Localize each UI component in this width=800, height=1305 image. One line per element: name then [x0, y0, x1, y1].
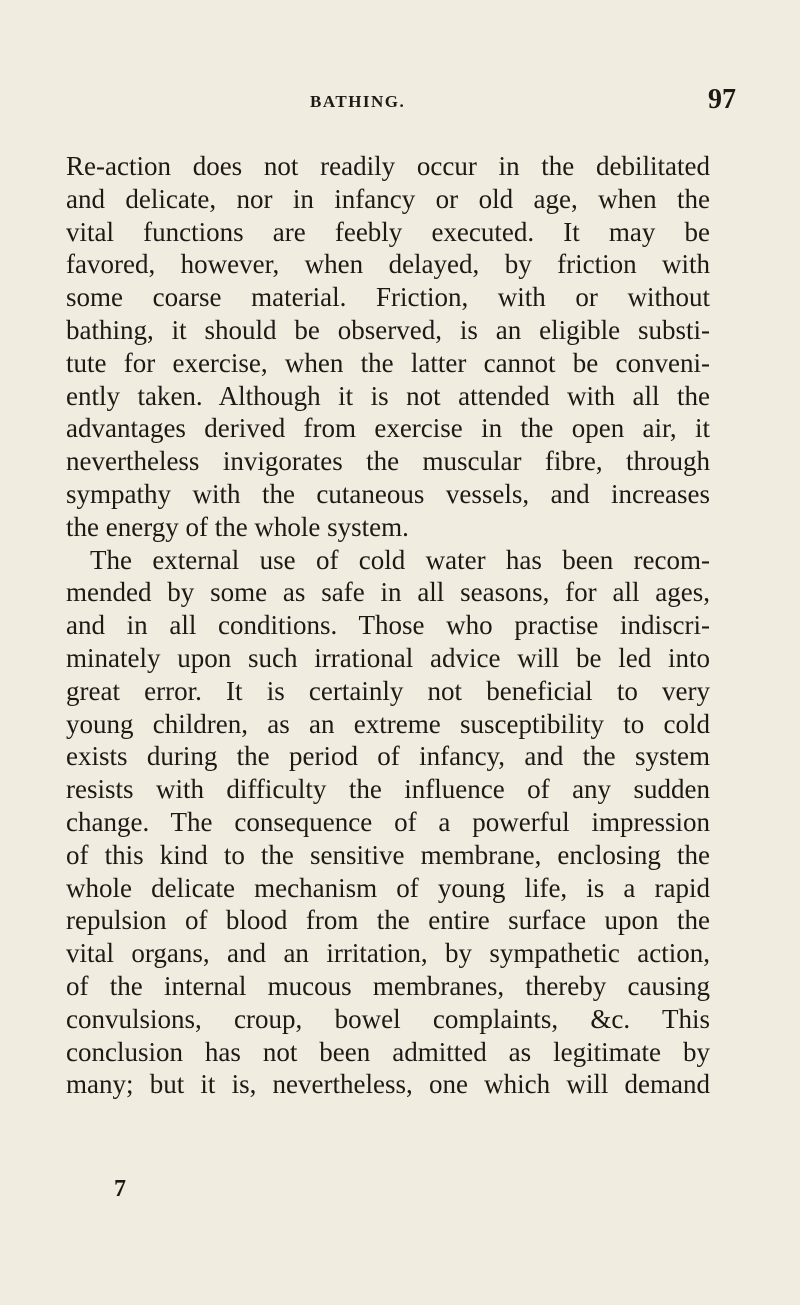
text-line: favored, however, when delayed, by friction with: [66, 249, 710, 280]
text-line: young children, as an extreme susceptibility to cold: [66, 708, 710, 739]
text-line: exists during the period of infancy, and the system: [66, 741, 710, 772]
text-line: vital organs, and an irritation, by sympathetic action,: [66, 938, 710, 969]
text-line: vital functions are feebly executed. It may be: [66, 216, 710, 247]
text-line: ently taken. Although it is not attended with all the: [66, 380, 710, 411]
text-line: nevertheless invigorates the muscular fibre, through: [66, 446, 710, 477]
text-line: sympathy with the cutaneous vessels, and increases: [66, 478, 710, 509]
text-line: repulsion of blood from the entire surface upon the: [66, 905, 710, 936]
text-line: advantages derived from exercise in the open air, it: [66, 413, 710, 444]
body-text: [66, 150, 710, 1101]
text-line: great error. It is certainly not beneficial to very: [66, 675, 710, 706]
text-line: the energy of the whole system.: [66, 511, 409, 542]
text-line: The external use of cold water has been recom-: [90, 544, 710, 575]
text-line: resists with difficulty the influence of any sudden: [66, 774, 710, 805]
running-head: BATHING.: [310, 92, 406, 111]
text-line: of the internal mucous membranes, thereby causing: [66, 970, 710, 1001]
text-line: conclusion has not been admitted as legitimate by: [66, 1036, 710, 1067]
text-line: of this kind to the sensitive membrane, enclosing the: [66, 839, 710, 870]
text-line: many; but it is, nevertheless, one which will demand: [66, 1069, 710, 1100]
signature-mark: 7: [114, 1176, 126, 1202]
text-line: change. The consequence of a powerful impression: [66, 806, 710, 837]
text-line: mended by some as safe in all seasons, for all ages,: [66, 577, 710, 608]
text-line: whole delicate mechanism of young life, is a rapid: [66, 872, 710, 903]
text-line: convulsions, croup, bowel complaints, &c. This: [66, 1003, 710, 1034]
text-line: and in all conditions. Those who practise indiscri-: [66, 610, 710, 641]
text-line: some coarse material. Friction, with or without: [66, 282, 710, 313]
text-line: minately upon such irrational advice will be led into: [66, 642, 710, 673]
text-line: tute for exercise, when the latter cannot be conveni-: [66, 347, 710, 378]
text-line: bathing, it should be observed, is an eligible substi-: [66, 314, 710, 345]
text-line: Re-action does not readily occur in the debilitated: [66, 151, 710, 181]
page-number: 97: [708, 84, 736, 115]
text-line: and delicate, nor in infancy or old age, when the: [66, 183, 710, 214]
